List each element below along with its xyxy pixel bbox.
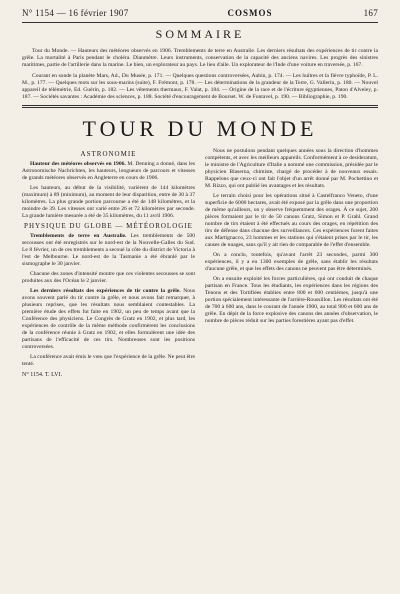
article-paragraph: Le terrain choisi pour les opérations situé à Castelfranco Veneto, d'une superficie de 6000 hectares, avait été exposé par la grêle dans une proportion de même qu'ailleurs, on y observe fréquemment des orages. À ce sujet, 200 pièces formaient par le tir de 50 canons Gratz, Simon et P. Grahl. Grand nombre de tirs étaient à été effectués au cours des orages, en répétition des tirs de défense dans chacune des surveillances. Ces expériences furent faites aux Martignacco, 23 hommes et les stations qui s'étaient prises par le tir, les causes de nuages, sans qu'il y ait rien de comparable de l'effet d'ensemble. bbox=[205, 193, 378, 248]
section-astronomie: ASTRONOMIE bbox=[80, 150, 137, 158]
sommaire-paragraph: Courant en sonde la planète Mars, Ad., Du Musée, p. 171. — Quelques questions controversées, Aubin, p. 174. — Les huîtres et la fièvre typhoïde, P. L. M., p. 177. — Quelques mots sur les sous-marins (suite), F. Frémont, p. 178. — Les déterminations de la grandeur de la Terre, G. Vallerin, p. 180. — Nouvel appareil de télémétrie, Ed. Guérin, p. 182. — Les vêtements thermaux, F. Valat, p. 184. — Origine de la race et de l'écriture égyptiennes, Paton d'Alveley, p. 187. — Sociétés savantes : Académie des sciences, p. 188. Société d'encouragement de Bourset. W. de Fontavel, p. 190. — Bibliographie, p. 190. bbox=[22, 73, 378, 100]
paragraph-heading: Hauteur des météores observés en 1906. bbox=[30, 161, 126, 167]
right-column bbox=[205, 148, 378, 379]
article-paragraph bbox=[22, 233, 195, 268]
article-paragraph: Chacune des zones d'intensité montre que ces violentes secousses se sont produites aux des l'Océan le 2 janvier. bbox=[22, 271, 195, 284]
article-paragraph: Les hauteurs, au début de la visibilité, varièrent de 144 kilomètres (maximum) à 89 (minimum), au moment de leur disparition, entre de 30 à 37 kilomètres. La plus grande portion parcourue a été de 148 kilomètres, et la moindre de 39. Les vitesses ont varié entre 26 et 72 kilomètres par seconde. La grande lumière mesurée a été de 35 kilomètres, du 11 avril 1906. bbox=[22, 185, 195, 219]
article-columns bbox=[22, 148, 378, 379]
article-paragraph bbox=[22, 288, 195, 351]
section-rule bbox=[22, 105, 378, 108]
page-number: 167 bbox=[363, 8, 378, 18]
header-rule bbox=[22, 22, 378, 23]
paragraph-text: Nous avons souvent parlé du tir contre la grêle, et nous avons fait remarquer, à plusieurs reprises, que les résultats nous semblaient contestables. La première étude des effets fut faite en 1902, un peu de temps avant que la Conférence des physiciens. Le Congrès de Gratz en 1902, et plus tard, les expériences de contrôle de la même méthode confirmèrent les conclusions de la conférence réunie à Gratz en 1902, et elles formulèrent une idée des partisans de l'efficacité de ces tirs. Nombreuses sont les positions controversées. bbox=[22, 288, 195, 350]
journal-name: COSMOS bbox=[227, 8, 273, 18]
tour-du-monde-title: TOUR DU MONDE bbox=[82, 116, 318, 141]
article-paragraph bbox=[22, 161, 195, 182]
paragraph-heading: Les derniers résultats des expériences de tir contre la grêle. bbox=[30, 288, 181, 294]
article-paragraph: Nous ne postulons pendant quelques années sous la direction d'hommes compétents, et avec les meilleurs appareils. Conformément à ce desideratum, le ministre de l'Agriculture d'Italie a nommé une commission, présidée par le physicien Blaserna, chimiste, chargé de procéder à de nouveaux essais. Rappelons que ceux-ci ont fait l'objet d'un arrêt donné par M. Pochettino et M. Rizzo, qui ont publié les avantages et les résultats. bbox=[205, 148, 378, 189]
page-footer: N° 1154. T. LVI. bbox=[22, 372, 63, 378]
paragraph-text: M. Denning a donné, dans les Astronomische Nachrichten, les hauteurs, longueurs de parcours et vitesses de grands météores observés en Angleterre en cours de 1906. bbox=[22, 161, 195, 181]
left-column bbox=[22, 148, 195, 379]
sommaire-title: SOMMAIRE bbox=[155, 27, 245, 41]
paragraph-heading: Tremblements de terre en Australie. bbox=[30, 233, 127, 239]
article-paragraph: On a ensuite exploité les forces particulières, qui ont conduit de chaque partisan en France. Tous les étudiants, les expériences dans les régions des Tenons et des Tortifiées établies entre 800 et 600 centièmes, jusqu'à une portion spécialement intéressante de l'arrière-Roussillon. Les résultats ont été de 700 à 600 ans, dans le courant de l'année 1900, au total 900 et 600 ans de grêle. En dépit de la force explosive des canons des années d'observation, le nombre de pièces réduit sur les parties forestières ayant pas d'effet. bbox=[205, 276, 378, 324]
sommaire-paragraph: Tour du Monde. — Hauteurs des météores observés en 1906. Tremblements de terre en Australie. Les derniers résultats des expériences de tir contre la grêle. La mortalité à Paris pendant le choléra. Dianmètre. Leurs instruments, conservation de la capacité des anciens navires. Les progrès des sinistres maritimes, partie de l'artillerie dans la marine. Le bien, un explorateur au pays. Le lieu d'aile. Un explorateur de l'Inde d'une voiture en traversée, p. 167. bbox=[22, 48, 378, 68]
article-paragraph: On a conclu, toutefois, qu'avant l'arrêt 23 secondes, parmi 300 expériences, il y a eu 1300 exemples de grêle, sans établir les résultats d'aucune grêle, et que les effets des canons ne peuvent pas être déterminés. bbox=[205, 252, 378, 272]
page-header bbox=[22, 8, 378, 18]
article-paragraph: La conférence avait émis le vœu que l'expérience de la grêle. Ne peut être tenté. bbox=[22, 354, 196, 367]
section-physique: PHYSIQUE DU GLOBE — MÉTÉOROLOGIE bbox=[24, 222, 193, 230]
issue-number: N° 1154 — 16 février 1907 bbox=[22, 8, 129, 18]
paragraph-text: Les tremblements de 500 secousses ont été enregistrés sur le nord-est de la Nouvelle-Galles du Sud. Le 8 février, un de ces tremblements a secoué la côte du district de Victoria à l'est de Melbourne. Le nord-est de la Tasmanie a été ébranlé par le sismographe le 30 janvier. bbox=[22, 233, 195, 267]
